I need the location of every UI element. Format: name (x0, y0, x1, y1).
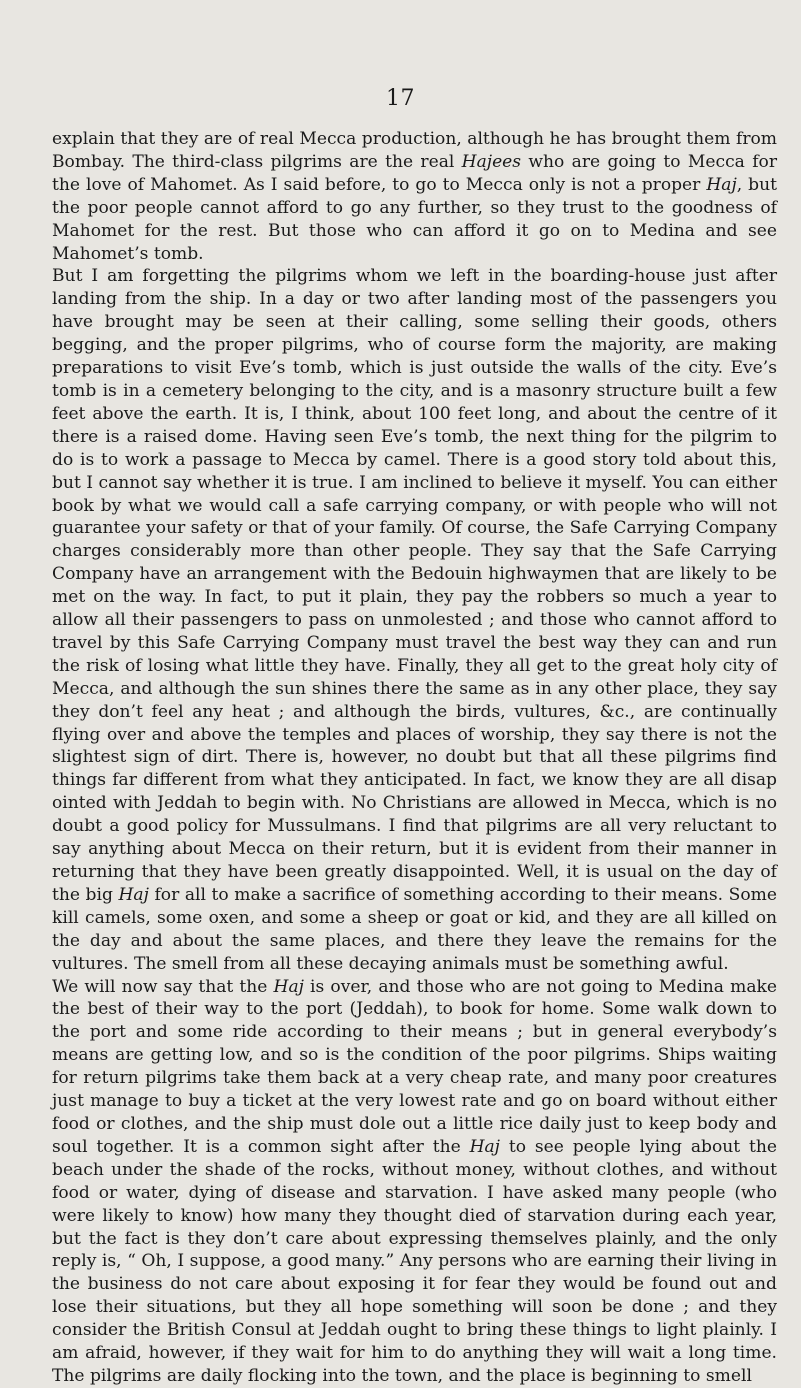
italic-text: Hajees (461, 151, 522, 172)
text-segment: We will now say that the (52, 976, 274, 997)
italic-text: Haj (273, 976, 304, 997)
text-segment: But I am forgetting the pilgrims whom we left in the boarding-house just after landing from the ship. In a day or two after landing most of the passengers you have brought may be seen at their calling, some selling their goods, others begging, and the proper pilgrims, who of course form the majority, are making preparations to visit Eve’s tomb, which is just outside the walls of the city. Eve’s tomb is in a cemetery belonging to the city, and is a masonry structure built a few feet above the earth. It is, I think, about 100 feet long, and about the centre of it there is a raised dome. Having seen Eve’s tomb, the next thing for the pilgrim to do is to work a passage to Mecca by camel. There is a good story told about this, but I cannot say whether it is true. I am inclined to believe it myself. You can either book by what we would call a safe carrying company, or with people who will not guarantee your safety or that of your family. Of course, the Safe Carrying Company charges considerably more than other people. They say that the Safe Carrying Company have an arrangement with the Bedouin highwaymen that are likely to be met on the way. In fact, to put it plain, they pay the robbers so much a year to allow all their passengers to pass on unmolested ; and those who cannot afford to travel by this Safe Carrying Company must travel the best way they can and run the risk of losing what little they have. Finally, they all get to the great holy city of Mecca, and although the sun shines there the same as in any other place, they say they don’t feel any heat ; and although the birds, vultures, &c., are continually flying over and above the temples and places of worship, they say there is not the slightest sign of dirt. There is, however, no doubt but that all these pilgrims find things far different from what they anticipated. In fact, we know they are all disap ointed with Jeddah to begin with. No Christians are allowed in Mecca, which is no doubt a good policy for Mussulmans. I find that pilgrims are all very reluctant to say anything about Mecca on their return, but it is evident from their manner in returning that they have been greatly disappointed. Well, it is usual on the day of the big (52, 266, 777, 905)
text-segment: for all to make a sacrifice of something according to their means. Some kill camels, some oxen, and some a sheep or goat or kid, and they are all killed on the day and about the same places, and there they leave the remains for the vultures. The smell from all these decaying animals must be something awful. (52, 884, 777, 974)
body-text (52, 128, 777, 1388)
italic-text: Haj (469, 1136, 500, 1157)
paragraph (52, 976, 777, 1388)
text-segment: is over, and those who are not going to Medina make the best of their way to the port (Jeddah), to book for home. Some walk down to the port and some ride according to their means ; but in general everybody’s means are getting low, and so is the condition of the poor pilgrims. Ships waiting for return pilgrims take them back at a very cheap rate, and many poor creatures just manage to buy a ticket at the very lowest rate and go on board without either food or clothes, and the ship must dole out a little rice daily just to keep body and soul together. It is a common sight after the (52, 976, 777, 1157)
paragraph (52, 265, 777, 975)
text-segment: explain that they are of real Mecca production, although he has brought them from Bombay. The third-class pilgrims are the real (52, 129, 777, 172)
text-segment: who are going to Mecca for the love of Mahomet. As I said before, to go to Mecca only is not a proper (52, 151, 777, 195)
page-number: 17 (386, 86, 415, 111)
italic-text: Haj (706, 174, 737, 195)
italic-text: Haj (118, 884, 149, 905)
text-segment: to see people lying about the beach under the shade of the rocks, without money, without clothes, and without food or water, dying of disease and starvation. I have asked many people (who were likely to know) how many they thought died of starvation during each year, but the fact is they don’t care about expressing themselves plainly, and the only reply is, “ Oh, I suppose, a good many.” Any persons who are earning their living in the business do not care about exposing it for fear they would be found out and lose their situations, but they all hope something will soon be done ; and they consider the British Consul at Jeddah ought to bring these things to light plainly. I am afraid, however, if they wait for him to do anything they will wait a long time. The pilgrims are daily flocking into the town, and the place is beginning to smell (52, 1136, 777, 1386)
paragraph (52, 128, 777, 265)
text-segment: , but the poor people cannot afford to go any further, so they trust to the goodness of Mahomet for the rest. But those who can afford it go on to Medina and see Mahomet’s tomb. (52, 174, 777, 264)
